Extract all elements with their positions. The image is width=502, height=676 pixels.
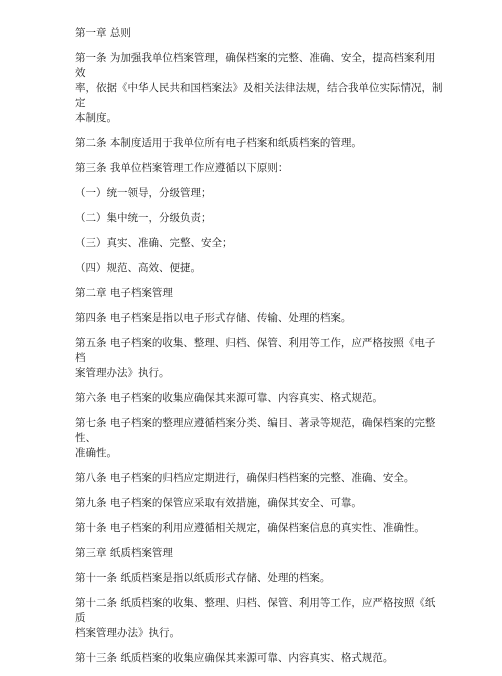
text-line: 第一条 为加强我单位档案管理，确保档案的完整、准确、安全，提高档案利用效 bbox=[75, 52, 436, 79]
text-line: （四）规范、高效、便捷。 bbox=[75, 262, 201, 274]
paragraph bbox=[75, 651, 445, 666]
text-line: 准确性。 bbox=[75, 447, 117, 459]
text-line: （三）真实、准确、完整、安全； bbox=[75, 237, 233, 249]
paragraph bbox=[75, 471, 445, 486]
paragraph bbox=[75, 186, 445, 201]
text-line: 率，依据《中华人民共和国档案法》及相关法律法规，结合我单位实际情况，制定 bbox=[75, 82, 443, 109]
paragraph bbox=[75, 136, 445, 151]
text-line: （二）集中统一，分级负责； bbox=[75, 212, 212, 224]
text-line: 第二章 电子档案管理 bbox=[75, 287, 173, 299]
paragraph bbox=[75, 596, 445, 641]
text-line: 档案管理办法》执行。 bbox=[75, 627, 180, 639]
paragraph bbox=[75, 26, 445, 41]
text-line: 第五条 电子档案的收集、整理、归档、保管、利用等工作，应严格按照《电子档 bbox=[75, 337, 436, 364]
paragraph bbox=[75, 211, 445, 226]
paragraph bbox=[75, 336, 445, 381]
text-line: 第十二条 纸质档案的收集、整理、归档、保管、利用等工作，应严格按照《纸质 bbox=[75, 597, 436, 624]
paragraph bbox=[75, 261, 445, 276]
paragraph bbox=[75, 161, 445, 176]
paragraph bbox=[75, 571, 445, 586]
paragraph bbox=[75, 286, 445, 301]
text-line: 第一章 总则 bbox=[75, 27, 131, 39]
paragraph bbox=[75, 416, 445, 461]
paragraph bbox=[75, 51, 445, 126]
text-line: 案管理办法》执行。 bbox=[75, 367, 170, 379]
text-line: 第十条 电子档案的利用应遵循相关规定，确保档案信息的真实性、准确性。 bbox=[75, 522, 425, 534]
document-body bbox=[75, 26, 445, 676]
text-line: 本制度。 bbox=[75, 112, 117, 124]
text-line: （一）统一领导，分级管理； bbox=[75, 187, 212, 199]
text-line: 第三章 纸质档案管理 bbox=[75, 547, 173, 559]
paragraph bbox=[75, 496, 445, 511]
text-line: 第四条 电子档案是指以电子形式存储、传输、处理的档案。 bbox=[75, 312, 352, 324]
text-line: 第十三条 纸质档案的收集应确保其来源可靠、内容真实、格式规范。 bbox=[75, 652, 394, 664]
text-line: 第七条 电子档案的整理应遵循档案分类、编目、著录等规范，确保档案的完整性、 bbox=[75, 417, 436, 444]
paragraph bbox=[75, 391, 445, 406]
text-line: 第三条 我单位档案管理工作应遵循以下原则： bbox=[75, 162, 289, 174]
text-line: 第六条 电子档案的收集应确保其来源可靠、内容真实、格式规范。 bbox=[75, 392, 383, 404]
text-line: 第八条 电子档案的归档应定期进行，确保归档档案的完整、准确、安全。 bbox=[75, 472, 415, 484]
paragraph bbox=[75, 546, 445, 561]
text-line: 第十一条 纸质档案是指以纸质形式存储、处理的档案。 bbox=[75, 572, 331, 584]
paragraph bbox=[75, 521, 445, 536]
paragraph bbox=[75, 236, 445, 251]
text-line: 第九条 电子档案的保管应采取有效措施，确保其安全、可靠。 bbox=[75, 497, 362, 509]
paragraph bbox=[75, 311, 445, 326]
text-line: 第二条 本制度适用于我单位所有电子档案和纸质档案的管理。 bbox=[75, 137, 362, 149]
